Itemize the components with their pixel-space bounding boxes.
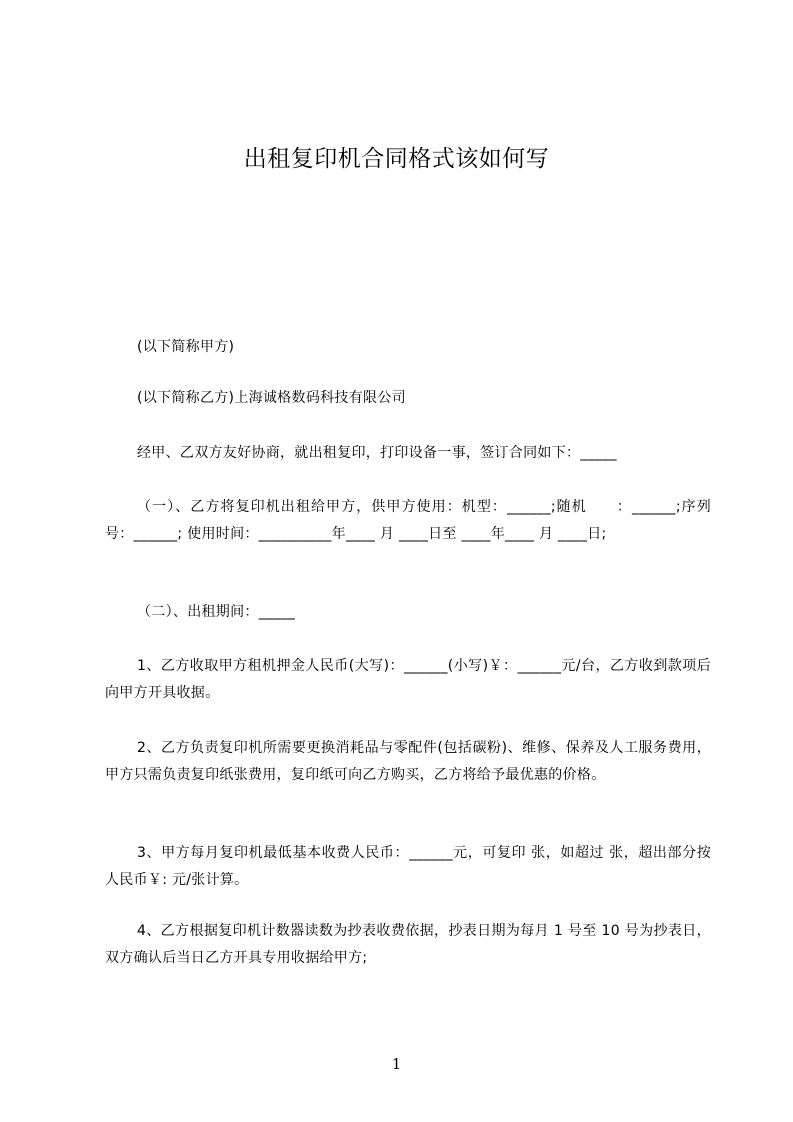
paragraph-party-b: (以下简称乙方)上海诚格数码科技有限公司 [137, 390, 406, 406]
paragraph-party-a: (以下简称甲方) [137, 339, 235, 355]
paragraph-clause-two: （二）、出租期间：_____ [137, 604, 296, 620]
paragraph-maintenance: 2、乙方负责复印机所需要更换消耗品与零配件(包括碳粉)、维修、保养及人工服务费用，甲方只需负责复印纸张费用，复印纸可向乙方购买，乙方将给予最优惠的价格。 [105, 740, 711, 783]
paragraph-minimum-fee: 3、甲方每月复印机最低基本收费人民币：______元，可复印 张，如超过 张，超出部分按人民币￥: 元/张计算。 [105, 845, 711, 888]
document-title: 出租复印机合同格式该如何写 [243, 146, 550, 172]
page-number: 1 [391, 1055, 402, 1073]
paragraph-meter-reading: 4、乙方根据复印机计数器读数为抄表收费依据，抄表日期为每月 1 号至 10 号为抄表日，双方确认后当日乙方开具专用收据给甲方; [105, 923, 711, 966]
paragraph-agreement-intro: 经甲、乙双方友好协商，就出租复印，打印设备一事，签订合同如下：_____ [137, 445, 617, 461]
paragraph-clause-one: （一）、乙方将复印机出租给甲方，供甲方使用：机型：______;随机 ：______;序列号：______; 使用时间：__________年____ 月 ____日至 ____年____ 月 ____日; [105, 499, 711, 542]
paragraph-deposit: 1、乙方收取甲方租机押金人民币(大写)：______(小写)￥：______元/台，乙方收到款项后向甲方开具收据。 [105, 658, 711, 701]
